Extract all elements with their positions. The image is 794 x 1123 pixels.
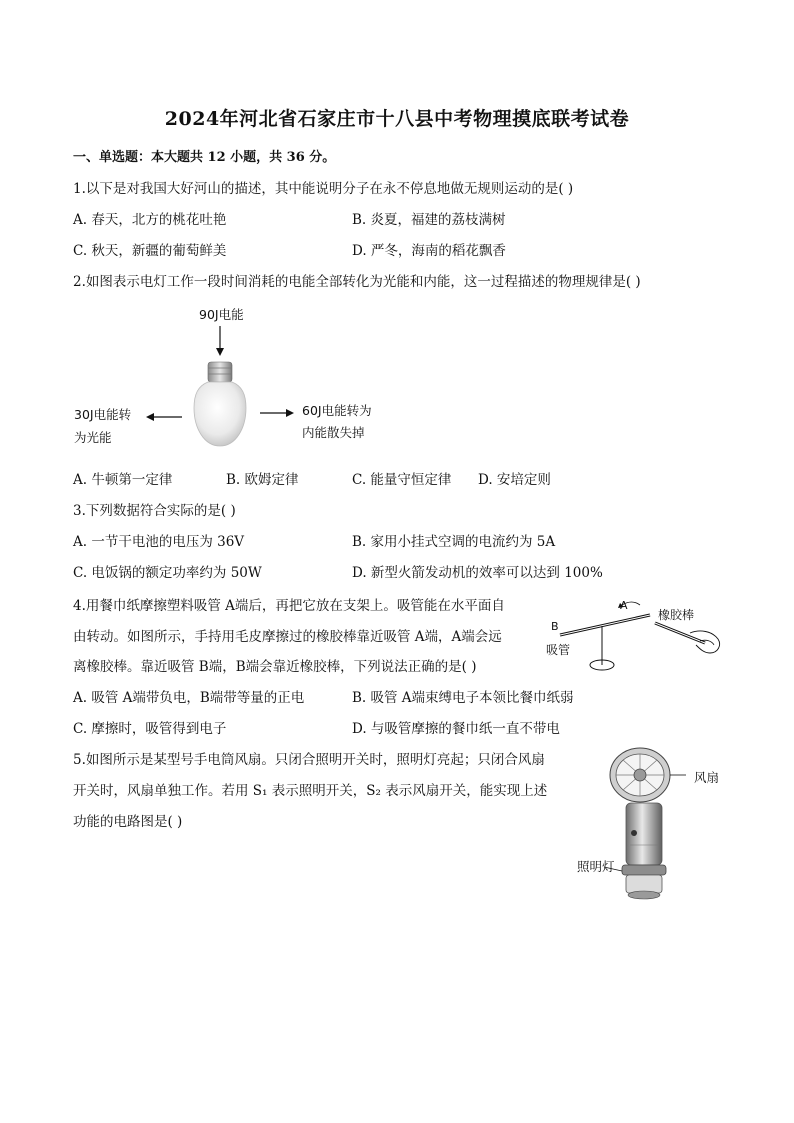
question-5-stem-line-2: 开关时，风扇单独工作。若用 S₁ 表示照明开关，S₂ 表示风扇开关，能实现上述 bbox=[73, 783, 548, 799]
q2-option-d: D. 安培定则 bbox=[478, 472, 551, 488]
q2-figure-top-label: 90J电能 bbox=[199, 307, 244, 322]
rubber-rod-label: 橡胶棒 bbox=[658, 608, 695, 622]
q3-option-a: A. 一节干电池的电压为 36V bbox=[73, 534, 245, 550]
q4-option-c: C. 摩擦时，吸管得到电子 bbox=[73, 721, 227, 737]
q2-figure-right-label-2: 内能散失掉 bbox=[302, 425, 365, 440]
straw-end-b-label: B bbox=[551, 620, 559, 633]
question-5-stem-line-1: 5.如图所示是某型号手电筒风扇。只闭合照明开关时，照明灯亮起；只闭合风扇 bbox=[73, 752, 545, 768]
question-1-stem: 1.以下是对我国大好河山的描述，其中能说明分子在永不停息地做无规则运动的是( ) bbox=[73, 181, 574, 197]
page-title: 2024年河北省石家庄市十八县中考物理摸底联考试卷 bbox=[164, 108, 630, 130]
bulb-glass bbox=[194, 382, 246, 446]
q2-figure-left-label-2: 为光能 bbox=[74, 430, 112, 445]
q4-option-b: B. 吸管 A端束缚电子本领比餐巾纸弱 bbox=[352, 690, 574, 706]
lamp-ring bbox=[622, 865, 666, 875]
question-4-stem-line-3: 离橡胶棒。靠近吸管 B端，B端会靠近橡胶棒，下列说法正确的是( ) bbox=[73, 659, 477, 675]
straw-figure bbox=[540, 595, 730, 680]
flashlight-fan-figure bbox=[600, 745, 690, 900]
q1-option-a: A. 春天，北方的桃花吐艳 bbox=[73, 212, 227, 228]
q2-option-c: C. 能量守恒定律 bbox=[352, 472, 452, 488]
straw-end-a-label: A bbox=[620, 599, 628, 612]
fan-label: 风扇 bbox=[694, 770, 720, 785]
q3-option-c: C. 电饭锅的额定功率约为 50W bbox=[73, 565, 262, 581]
q2-figure-right-label-1: 60J电能转为 bbox=[302, 403, 372, 418]
q3-option-b: B. 家用小挂式空调的电流约为 5A bbox=[352, 534, 556, 550]
q3-option-d: D. 新型火箭发动机的效率可以达到 100% bbox=[352, 565, 603, 581]
q4-option-a: A. 吸管 A端带负电，B端带等量的正电 bbox=[73, 690, 305, 706]
q2-option-b: B. 欧姆定律 bbox=[226, 472, 299, 488]
q2-option-a: A. 牛顿第一定律 bbox=[73, 472, 173, 488]
q1-option-d: D. 严冬，海南的稻花飘香 bbox=[352, 243, 506, 259]
question-2-stem: 2.如图表示电灯工作一段时间消耗的电能全部转化为光能和内能，这一过程描述的物理规律是( ) bbox=[73, 274, 641, 290]
q1-option-c: C. 秋天，新疆的葡萄鲜美 bbox=[73, 243, 227, 259]
q2-figure-left-label-1: 30J电能转 bbox=[74, 407, 132, 422]
question-3-stem: 3.下列数据符合实际的是( ) bbox=[73, 503, 236, 519]
bulb-base bbox=[208, 362, 232, 382]
q4-option-d: D. 与吸管摩擦的餐巾纸一直不带电 bbox=[352, 721, 560, 737]
lamp-head bbox=[626, 875, 662, 893]
straw-label: 吸管 bbox=[546, 643, 571, 657]
light-bulb-figure bbox=[140, 320, 300, 450]
section-heading: 一、单选题：本大题共 12 小题，共 36 分。 bbox=[73, 150, 336, 165]
question-4-stem-line-1: 4.用餐巾纸摩擦塑料吸管 A端后，再把它放在支架上。吸管能在水平面自 bbox=[73, 598, 505, 614]
lamp-label: 照明灯 bbox=[577, 859, 615, 874]
fan-hub bbox=[634, 769, 646, 781]
question-5-stem-line-3: 功能的电路图是( ) bbox=[73, 814, 183, 830]
question-4-stem-line-2: 由转动。如图所示，手持用毛皮摩擦过的橡胶棒靠近吸管 A端，A端会远 bbox=[73, 629, 502, 645]
q1-option-b: B. 炎夏，福建的荔枝满树 bbox=[352, 212, 506, 228]
